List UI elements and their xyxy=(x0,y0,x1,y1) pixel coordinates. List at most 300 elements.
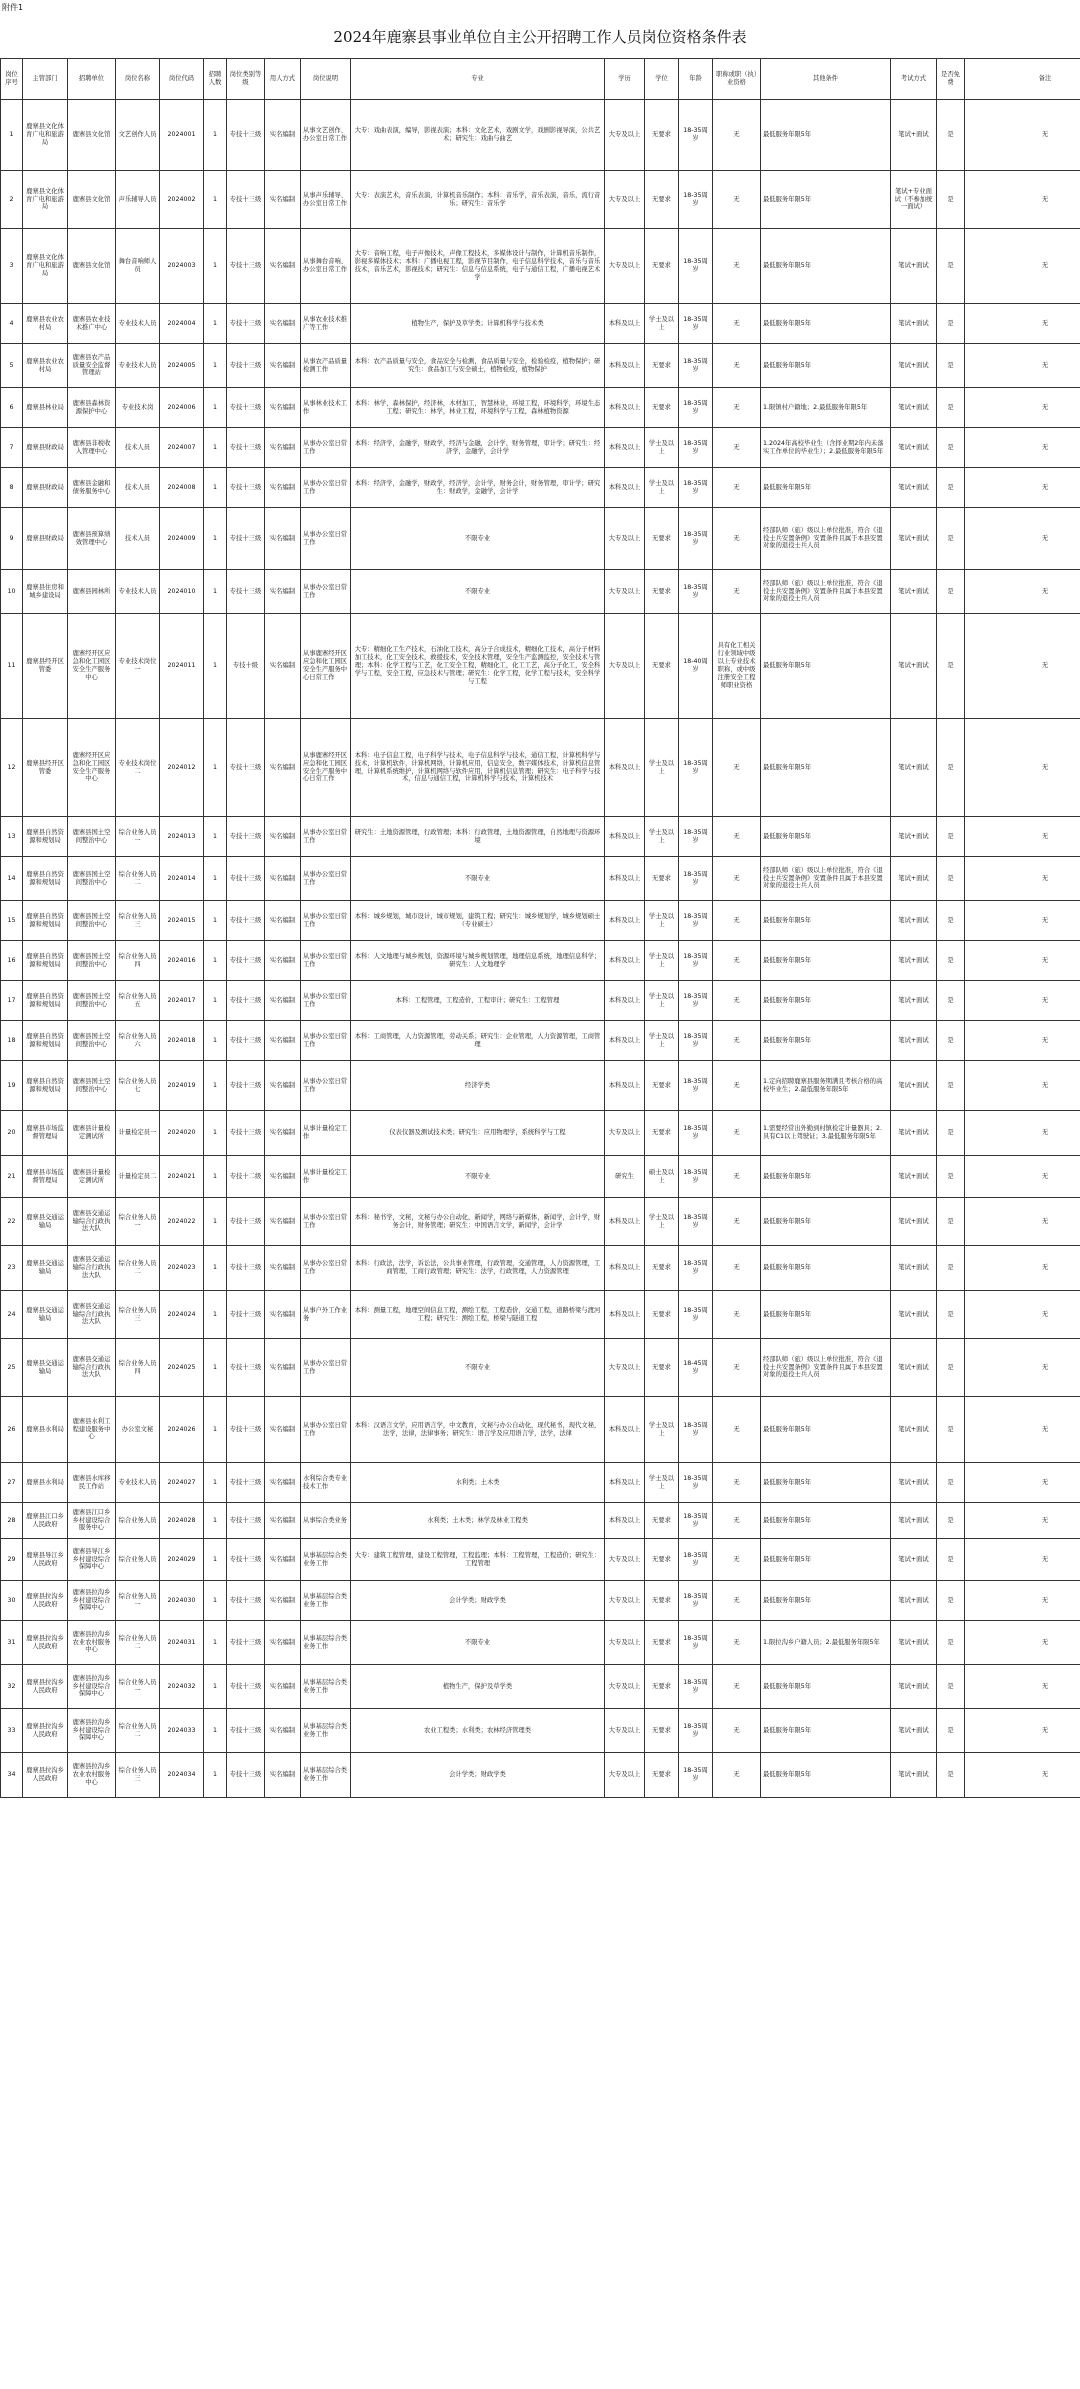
cell-major: 研究生：土地资源管理，行政管理；本科：行政管理，土地资源管理，自然地理与资源环境 xyxy=(351,817,605,857)
cell-major: 大专：精细化工生产技术，石油化工技术，高分子合成技术，精细化工技术，高分子材料加工技术，化工安全技术，救援技术，安全技术管理，安全生产监测监控，安全技术与管理；本科：化学工程与工艺，化工安全工程，精细化工，化工工艺，高分子化工，安全科学与工程，安全工程，应急技术与管理；研究生：化学工程，化学工程与技术，安全科学与工程 xyxy=(351,614,605,719)
cell-major: 不限专业 xyxy=(351,1621,605,1665)
cell-remark: 无 xyxy=(965,171,1080,229)
cell-explain: 从事办公室日常工作 xyxy=(301,570,351,614)
cell-title: 无 xyxy=(713,388,761,428)
cell-major: 本科：工商管理，人力资源管理，劳动关系；研究生：企业管理，人力资源管理，工商管理 xyxy=(351,1021,605,1061)
cell-title: 无 xyxy=(713,1156,761,1198)
cell-explain: 从事农业技术推广等工作 xyxy=(301,304,351,344)
cell-edu: 本科及以上 xyxy=(605,344,645,388)
cell-no: 26 xyxy=(1,1397,23,1463)
cell-no: 14 xyxy=(1,857,23,901)
header-remark: 备注 xyxy=(965,59,1080,100)
cell-other: 最低服务年限5年 xyxy=(761,901,891,941)
cell-other: 最低服务年限5年 xyxy=(761,100,891,171)
cell-code: 2024027 xyxy=(160,1463,204,1503)
cell-no: 27 xyxy=(1,1463,23,1503)
cell-age: 18-35周岁 xyxy=(679,100,713,171)
cell-unit: 鹿寨经开区应急和化工园区安全生产服务中心 xyxy=(68,614,116,719)
header-code: 岗位代码 xyxy=(160,59,204,100)
cell-grade: 专技十三级 xyxy=(227,570,265,614)
cell-other: 经部队师（旅）级以上单位批准，符合《退役士兵安置条例》安置条件且属于本县安置对象的退役士兵人员 xyxy=(761,508,891,570)
cell-other: 最低服务年限5年 xyxy=(761,1463,891,1503)
cell-post: 技术人员 xyxy=(116,508,160,570)
cell-edu: 本科及以上 xyxy=(605,468,645,508)
header-no: 岗位序号 xyxy=(1,59,23,100)
cell-remark: 无 xyxy=(965,1021,1080,1061)
cell-remark: 无 xyxy=(965,941,1080,981)
cell-no: 2 xyxy=(1,171,23,229)
cell-age: 18-35周岁 xyxy=(679,1021,713,1061)
cell-remark: 无 xyxy=(965,1246,1080,1291)
cell-unit: 鹿寨县农业技术推广中心 xyxy=(68,304,116,344)
cell-degree: 学士及以上 xyxy=(645,719,679,817)
cell-num: 1 xyxy=(204,388,227,428)
cell-num: 1 xyxy=(204,1061,227,1111)
cell-age: 18-35周岁 xyxy=(679,719,713,817)
cell-title: 无 xyxy=(713,468,761,508)
cell-major: 本科：电子信息工程，电子科学与技术，电子信息科学与技术，通信工程，计算机科学与技术，计算机软件，计算机网络，计算机应用，信息安全，数字媒体技术，计算机信息管理，计算机系统维护，计算机网络与软件应用，计算机信息管理；研究生：电子科学与技术，信息与通信工程，计算机科学与技术，计算机技术 xyxy=(351,719,605,817)
cell-post: 声乐辅导人员 xyxy=(116,171,160,229)
cell-degree: 无要求 xyxy=(645,857,679,901)
cell-grade: 专技十三级 xyxy=(227,1621,265,1665)
cell-grade: 专技十三级 xyxy=(227,1021,265,1061)
cell-title: 无 xyxy=(713,508,761,570)
cell-num: 1 xyxy=(204,1503,227,1539)
cell-unit: 鹿寨县园林所 xyxy=(68,570,116,614)
cell-degree: 无要求 xyxy=(645,1339,679,1397)
cell-grade: 专技十三级 xyxy=(227,171,265,229)
cell-post: 专业技术人员 xyxy=(116,570,160,614)
cell-major: 不限专业 xyxy=(351,508,605,570)
cell-title: 无 xyxy=(713,1539,761,1581)
cell-num: 1 xyxy=(204,100,227,171)
cell-no: 25 xyxy=(1,1339,23,1397)
cell-exam: 笔试+面试 xyxy=(891,1291,937,1339)
cell-remark: 无 xyxy=(965,1665,1080,1709)
cell-grade: 专技十三级 xyxy=(227,508,265,570)
table-row xyxy=(1,817,1080,857)
cell-method: 实名编制 xyxy=(265,304,301,344)
cell-exam: 笔试+面试 xyxy=(891,1665,937,1709)
cell-edu: 大专及以上 xyxy=(605,171,645,229)
cell-exam: 笔试+面试 xyxy=(891,1539,937,1581)
cell-post: 综合业务人员四 xyxy=(116,941,160,981)
cell-free: 是 xyxy=(937,1061,965,1111)
cell-degree: 学士及以上 xyxy=(645,1397,679,1463)
cell-post: 综合业务人员 xyxy=(116,1539,160,1581)
cell-title: 无 xyxy=(713,941,761,981)
table-row xyxy=(1,1397,1080,1463)
cell-code: 2024029 xyxy=(160,1539,204,1581)
cell-edu: 本科及以上 xyxy=(605,857,645,901)
cell-exam: 笔试+面试 xyxy=(891,508,937,570)
cell-code: 2024011 xyxy=(160,614,204,719)
cell-post: 专业技术人员 xyxy=(116,344,160,388)
cell-major: 仪表仪器及测试技术类；研究生：应用物理学，系统科学与工程 xyxy=(351,1111,605,1156)
cell-method: 实名编制 xyxy=(265,1463,301,1503)
cell-unit: 鹿寨县国土空间整治中心 xyxy=(68,857,116,901)
cell-explain: 从事声乐辅导、办公室日常工作 xyxy=(301,171,351,229)
cell-explain: 从事林业技术工作 xyxy=(301,388,351,428)
cell-degree: 无要求 xyxy=(645,1581,679,1621)
cell-age: 18-35周岁 xyxy=(679,1156,713,1198)
cell-dept: 鹿寨县水利局 xyxy=(23,1397,68,1463)
table-row xyxy=(1,1156,1080,1198)
cell-method: 实名编制 xyxy=(265,388,301,428)
table-row xyxy=(1,428,1080,468)
cell-post: 专业技术岗 xyxy=(116,388,160,428)
cell-no: 28 xyxy=(1,1503,23,1539)
cell-title: 无 xyxy=(713,1198,761,1246)
cell-num: 1 xyxy=(204,1621,227,1665)
cell-remark: 无 xyxy=(965,100,1080,171)
cell-major: 本科：行政法，法学，诉讼法，公共事业管理，行政管理，交通管理，人力资源管理，工商管理，工商行政管理；研究生：法学，行政管理，人力资源管理 xyxy=(351,1246,605,1291)
cell-unit: 鹿寨县水库移民工作站 xyxy=(68,1463,116,1503)
cell-other: 最低服务年限5年 xyxy=(761,171,891,229)
cell-unit: 鹿寨县交通运输综合行政执法大队 xyxy=(68,1246,116,1291)
cell-other: 经部队师（旅）级以上单位批准，符合《退役士兵安置条例》安置条件且属于本县安置对象的退役士兵人员 xyxy=(761,570,891,614)
cell-method: 实名编制 xyxy=(265,614,301,719)
cell-title: 无 xyxy=(713,304,761,344)
cell-code: 2024007 xyxy=(160,428,204,468)
cell-title: 无 xyxy=(713,1665,761,1709)
cell-remark: 无 xyxy=(965,344,1080,388)
cell-other: 最低服务年限5年 xyxy=(761,1291,891,1339)
cell-no: 18 xyxy=(1,1021,23,1061)
header-dept: 主管部门 xyxy=(23,59,68,100)
cell-dept: 鹿寨县文化体育广电和旅游局 xyxy=(23,100,68,171)
cell-dept: 鹿寨县自然资源和规划局 xyxy=(23,901,68,941)
cell-free: 是 xyxy=(937,1581,965,1621)
cell-title: 无 xyxy=(713,1339,761,1397)
cell-no: 11 xyxy=(1,614,23,719)
cell-exam: 笔试+面试 xyxy=(891,1111,937,1156)
cell-unit: 鹿寨县国土空间整治中心 xyxy=(68,817,116,857)
cell-edu: 大专及以上 xyxy=(605,1753,645,1798)
cell-other: 最低服务年限5年 xyxy=(761,1581,891,1621)
cell-code: 2024001 xyxy=(160,100,204,171)
cell-exam: 笔试+面试 xyxy=(891,344,937,388)
cell-age: 18-35周岁 xyxy=(679,1246,713,1291)
cell-degree: 无要求 xyxy=(645,100,679,171)
cell-degree: 学士及以上 xyxy=(645,304,679,344)
cell-age: 18-35周岁 xyxy=(679,570,713,614)
cell-explain: 从事鹿寨经开区应急和化工园区安全生产服务中心日常工作 xyxy=(301,719,351,817)
cell-explain: 从事办公室日常工作 xyxy=(301,1021,351,1061)
cell-unit: 鹿寨县金融和债务服务中心 xyxy=(68,468,116,508)
cell-method: 实名编制 xyxy=(265,1198,301,1246)
cell-age: 18-35周岁 xyxy=(679,941,713,981)
cell-post: 综合业务人员一 xyxy=(116,817,160,857)
cell-other: 最低服务年限5年 xyxy=(761,468,891,508)
cell-edu: 大专及以上 xyxy=(605,570,645,614)
cell-method: 实名编制 xyxy=(265,428,301,468)
cell-free: 是 xyxy=(937,981,965,1021)
cell-title: 无 xyxy=(713,1709,761,1753)
cell-unit: 鹿寨县农产品质量安全监督管理站 xyxy=(68,344,116,388)
cell-method: 实名编制 xyxy=(265,1621,301,1665)
cell-num: 1 xyxy=(204,1339,227,1397)
cell-other: 最低服务年限5年 xyxy=(761,344,891,388)
cell-code: 2024004 xyxy=(160,304,204,344)
cell-major: 经济学类 xyxy=(351,1061,605,1111)
cell-code: 2024016 xyxy=(160,941,204,981)
cell-post: 专业技术岗位一 xyxy=(116,614,160,719)
cell-exam: 笔试+面试 xyxy=(891,1339,937,1397)
header-unit: 招聘单位 xyxy=(68,59,116,100)
cell-exam: 笔试+面试 xyxy=(891,1753,937,1798)
cell-title: 无 xyxy=(713,1021,761,1061)
cell-age: 18-35周岁 xyxy=(679,1581,713,1621)
cell-edu: 本科及以上 xyxy=(605,1061,645,1111)
cell-degree: 硕士及以上 xyxy=(645,1156,679,1198)
cell-method: 实名编制 xyxy=(265,1061,301,1111)
cell-degree: 学士及以上 xyxy=(645,428,679,468)
cell-method: 实名编制 xyxy=(265,468,301,508)
cell-num: 1 xyxy=(204,171,227,229)
cell-other: 最低服务年限5年 xyxy=(761,1539,891,1581)
cell-major: 大专：音响工程，电子声像技术，声像工程技术，多媒体设计与制作，计算机音乐制作，影视多媒体技术；本科：广播电视工程，影视节目制作，电子信息科学技术，音乐与音乐技术，音乐艺术，影视技术；研究生：信息与信息系统，电子与通信工程，广播电视艺术学 xyxy=(351,229,605,304)
cell-free: 是 xyxy=(937,1665,965,1709)
cell-edu: 大专及以上 xyxy=(605,1709,645,1753)
cell-post: 专业技术人员 xyxy=(116,1463,160,1503)
cell-grade: 专技十三级 xyxy=(227,428,265,468)
table-row xyxy=(1,1581,1080,1621)
cell-edu: 大专及以上 xyxy=(605,1581,645,1621)
cell-post: 综合业务人员二 xyxy=(116,1621,160,1665)
cell-dept: 鹿寨县自然资源和规划局 xyxy=(23,941,68,981)
cell-major: 本科：经济学，金融学，财政学，经济与金融，会计学，财务管理，审计学；研究生：经济学，金融学，会计学 xyxy=(351,428,605,468)
cell-post: 综合业务人员一 xyxy=(116,1581,160,1621)
recruitment-table xyxy=(0,58,1080,1798)
cell-dept: 鹿寨县市场监督管理局 xyxy=(23,1111,68,1156)
cell-code: 2024025 xyxy=(160,1339,204,1397)
cell-remark: 无 xyxy=(965,1709,1080,1753)
cell-exam: 笔试+面试 xyxy=(891,901,937,941)
cell-post: 综合业务人员三 xyxy=(116,1291,160,1339)
table-row xyxy=(1,941,1080,981)
cell-explain: 从事办公室日常工作 xyxy=(301,817,351,857)
cell-exam: 笔试+面试 xyxy=(891,304,937,344)
cell-title: 无 xyxy=(713,1397,761,1463)
header-post: 岗位名称 xyxy=(116,59,160,100)
cell-degree: 无要求 xyxy=(645,171,679,229)
cell-major: 本科：林学，森林保护，经济林，木材加工，智慧林业，环境工程，环境科学，环境生态工程；研究生：林学，林业工程，环境科学与工程，森林植物资源 xyxy=(351,388,605,428)
cell-major: 本科：人文地理与城乡规划，资源环境与城乡规划管理，地理信息系统，地理信息科学；研究生：人文地理学 xyxy=(351,941,605,981)
cell-major: 本科：农产品质量与安全，食品安全与检测，食品质量与安全，检验检疫，植物保护；研究生：食品加工与安全硕士，植物检疫，植物保护 xyxy=(351,344,605,388)
cell-major: 本科：测量工程，地理空间信息工程，测绘工程，工程造价，交通工程，道路桥梁与渡河工程；研究生：测绘工程，桥梁与隧道工程 xyxy=(351,1291,605,1339)
cell-major: 本科：汉语言文学，应用语言学，中文教育，文秘与办公自动化，现代秘书，现代文秘，法学，法律，法律事务；研究生：语言学及应用语言学，法学，法律 xyxy=(351,1397,605,1463)
cell-grade: 专技十三级 xyxy=(227,1709,265,1753)
cell-age: 18-35周岁 xyxy=(679,508,713,570)
cell-other: 最低服务年限5年 xyxy=(761,1246,891,1291)
cell-no: 29 xyxy=(1,1539,23,1581)
cell-post: 综合业务人员七 xyxy=(116,1061,160,1111)
cell-edu: 本科及以上 xyxy=(605,817,645,857)
cell-dept: 鹿寨县拉沟乡人民政府 xyxy=(23,1753,68,1798)
cell-method: 实名编制 xyxy=(265,1111,301,1156)
cell-post: 综合业务人员三 xyxy=(116,1753,160,1798)
cell-major: 水利类；土木类 xyxy=(351,1463,605,1503)
cell-edu: 本科及以上 xyxy=(605,428,645,468)
cell-method: 实名编制 xyxy=(265,100,301,171)
cell-method: 实名编制 xyxy=(265,229,301,304)
table-row xyxy=(1,1339,1080,1397)
cell-free: 是 xyxy=(937,614,965,719)
cell-title: 无 xyxy=(713,1463,761,1503)
cell-unit: 鹿寨县国土空间整治中心 xyxy=(68,1061,116,1111)
cell-free: 是 xyxy=(937,171,965,229)
cell-degree: 无要求 xyxy=(645,344,679,388)
cell-dept: 鹿寨县文化体育广电和旅游局 xyxy=(23,171,68,229)
cell-major: 不限专业 xyxy=(351,857,605,901)
cell-free: 是 xyxy=(937,901,965,941)
cell-method: 实名编制 xyxy=(265,1246,301,1291)
cell-exam: 笔试+面试 xyxy=(891,941,937,981)
cell-remark: 无 xyxy=(965,1397,1080,1463)
cell-free: 是 xyxy=(937,1111,965,1156)
cell-age: 18-35周岁 xyxy=(679,1061,713,1111)
cell-other: 1.定向招聘鹿寨县服务期满且考核合格的高校毕业生；2.最低服务年限5年 xyxy=(761,1061,891,1111)
cell-code: 2024017 xyxy=(160,981,204,1021)
cell-no: 6 xyxy=(1,388,23,428)
cell-method: 实名编制 xyxy=(265,817,301,857)
cell-degree: 学士及以上 xyxy=(645,468,679,508)
cell-code: 2024002 xyxy=(160,171,204,229)
cell-unit: 鹿寨县计量检定测试所 xyxy=(68,1111,116,1156)
table-row xyxy=(1,468,1080,508)
cell-free: 是 xyxy=(937,1539,965,1581)
cell-title: 无 xyxy=(713,901,761,941)
table-header-row xyxy=(1,59,1080,100)
cell-exam: 笔试+面试 xyxy=(891,1021,937,1061)
cell-title: 无 xyxy=(713,1061,761,1111)
cell-num: 1 xyxy=(204,468,227,508)
cell-degree: 无要求 xyxy=(645,1709,679,1753)
cell-exam: 笔试+面试 xyxy=(891,817,937,857)
cell-grade: 专技十三级 xyxy=(227,1339,265,1397)
cell-age: 18-35周岁 xyxy=(679,229,713,304)
cell-title: 无 xyxy=(713,1753,761,1798)
cell-edu: 本科及以上 xyxy=(605,1397,645,1463)
cell-remark: 无 xyxy=(965,1753,1080,1798)
cell-unit: 鹿寨县水利工程建设服务中心 xyxy=(68,1397,116,1463)
cell-free: 是 xyxy=(937,1198,965,1246)
cell-num: 1 xyxy=(204,981,227,1021)
cell-degree: 学士及以上 xyxy=(645,901,679,941)
cell-age: 18-35周岁 xyxy=(679,1539,713,1581)
table-row xyxy=(1,229,1080,304)
cell-title: 无 xyxy=(713,1291,761,1339)
cell-unit: 鹿寨县拉沟乡乡村建设综合保障中心 xyxy=(68,1581,116,1621)
cell-free: 是 xyxy=(937,1621,965,1665)
cell-dept: 鹿寨县交通运输局 xyxy=(23,1246,68,1291)
cell-method: 实名编制 xyxy=(265,857,301,901)
cell-other: 最低服务年限5年 xyxy=(761,1503,891,1539)
cell-other: 最低服务年限5年 xyxy=(761,941,891,981)
cell-num: 1 xyxy=(204,1709,227,1753)
cell-major: 不限专业 xyxy=(351,1339,605,1397)
cell-method: 实名编制 xyxy=(265,1503,301,1539)
cell-explain: 从事办公室日常工作 xyxy=(301,508,351,570)
cell-dept: 鹿寨县住房和城乡建设局 xyxy=(23,570,68,614)
cell-num: 1 xyxy=(204,304,227,344)
cell-exam: 笔试+面试 xyxy=(891,570,937,614)
cell-dept: 鹿寨县财政局 xyxy=(23,508,68,570)
cell-title: 无 xyxy=(713,817,761,857)
cell-exam: 笔试+面试 xyxy=(891,1503,937,1539)
cell-age: 18-35周岁 xyxy=(679,857,713,901)
cell-method: 实名编制 xyxy=(265,171,301,229)
header-major: 专业 xyxy=(351,59,605,100)
cell-remark: 无 xyxy=(965,508,1080,570)
cell-other: 最低服务年限5年 xyxy=(761,229,891,304)
table-row xyxy=(1,1246,1080,1291)
cell-free: 是 xyxy=(937,1339,965,1397)
cell-num: 1 xyxy=(204,1665,227,1709)
cell-free: 是 xyxy=(937,817,965,857)
cell-grade: 专技十三级 xyxy=(227,1581,265,1621)
cell-remark: 无 xyxy=(965,304,1080,344)
cell-post: 综合业务人员四 xyxy=(116,1339,160,1397)
cell-code: 2024030 xyxy=(160,1581,204,1621)
cell-remark: 无 xyxy=(965,1539,1080,1581)
cell-edu: 大专及以上 xyxy=(605,1621,645,1665)
cell-dept: 鹿寨县水利局 xyxy=(23,1463,68,1503)
cell-dept: 鹿寨县自然资源和规划局 xyxy=(23,857,68,901)
cell-exam: 笔试+面试 xyxy=(891,1061,937,1111)
cell-free: 是 xyxy=(937,304,965,344)
cell-grade: 专技十三级 xyxy=(227,1246,265,1291)
cell-age: 18-35周岁 xyxy=(679,1463,713,1503)
cell-num: 1 xyxy=(204,1581,227,1621)
cell-degree: 无要求 xyxy=(645,614,679,719)
cell-dept: 鹿寨县交通运输局 xyxy=(23,1339,68,1397)
table-row xyxy=(1,901,1080,941)
cell-exam: 笔试+面试 xyxy=(891,468,937,508)
cell-unit: 鹿寨县国土空间整治中心 xyxy=(68,901,116,941)
cell-code: 2024020 xyxy=(160,1111,204,1156)
cell-num: 1 xyxy=(204,1291,227,1339)
table-row xyxy=(1,1021,1080,1061)
cell-explain: 从事综合类业务 xyxy=(301,1503,351,1539)
cell-edu: 大专及以上 xyxy=(605,614,645,719)
cell-num: 1 xyxy=(204,1397,227,1463)
cell-title: 无 xyxy=(713,344,761,388)
cell-code: 2024005 xyxy=(160,344,204,388)
cell-post: 计量检定员一 xyxy=(116,1111,160,1156)
cell-no: 4 xyxy=(1,304,23,344)
cell-num: 1 xyxy=(204,614,227,719)
cell-code: 2024024 xyxy=(160,1291,204,1339)
cell-method: 实名编制 xyxy=(265,719,301,817)
cell-title: 具有化工相关行业领域中级以上专业技术职称，或中级注册安全工程师职业资格 xyxy=(713,614,761,719)
cell-other: 最低服务年限5年 xyxy=(761,1021,891,1061)
cell-grade: 专技十三级 xyxy=(227,1753,265,1798)
cell-degree: 无要求 xyxy=(645,570,679,614)
cell-other: 最低服务年限5年 xyxy=(761,1665,891,1709)
table-row xyxy=(1,1198,1080,1246)
cell-grade: 专技十三级 xyxy=(227,901,265,941)
cell-unit: 鹿寨县计量检定测试所 xyxy=(68,1156,116,1198)
cell-free: 是 xyxy=(937,428,965,468)
cell-exam: 笔试+专业面试（不参加统一面试） xyxy=(891,171,937,229)
cell-no: 21 xyxy=(1,1156,23,1198)
cell-remark: 无 xyxy=(965,1061,1080,1111)
cell-major: 大专：表演艺术，音乐表演，计算机音乐制作；本科：音乐学，音乐表演，音乐，流行音乐；研究生：音乐学 xyxy=(351,171,605,229)
cell-title: 无 xyxy=(713,981,761,1021)
cell-free: 是 xyxy=(937,1463,965,1503)
